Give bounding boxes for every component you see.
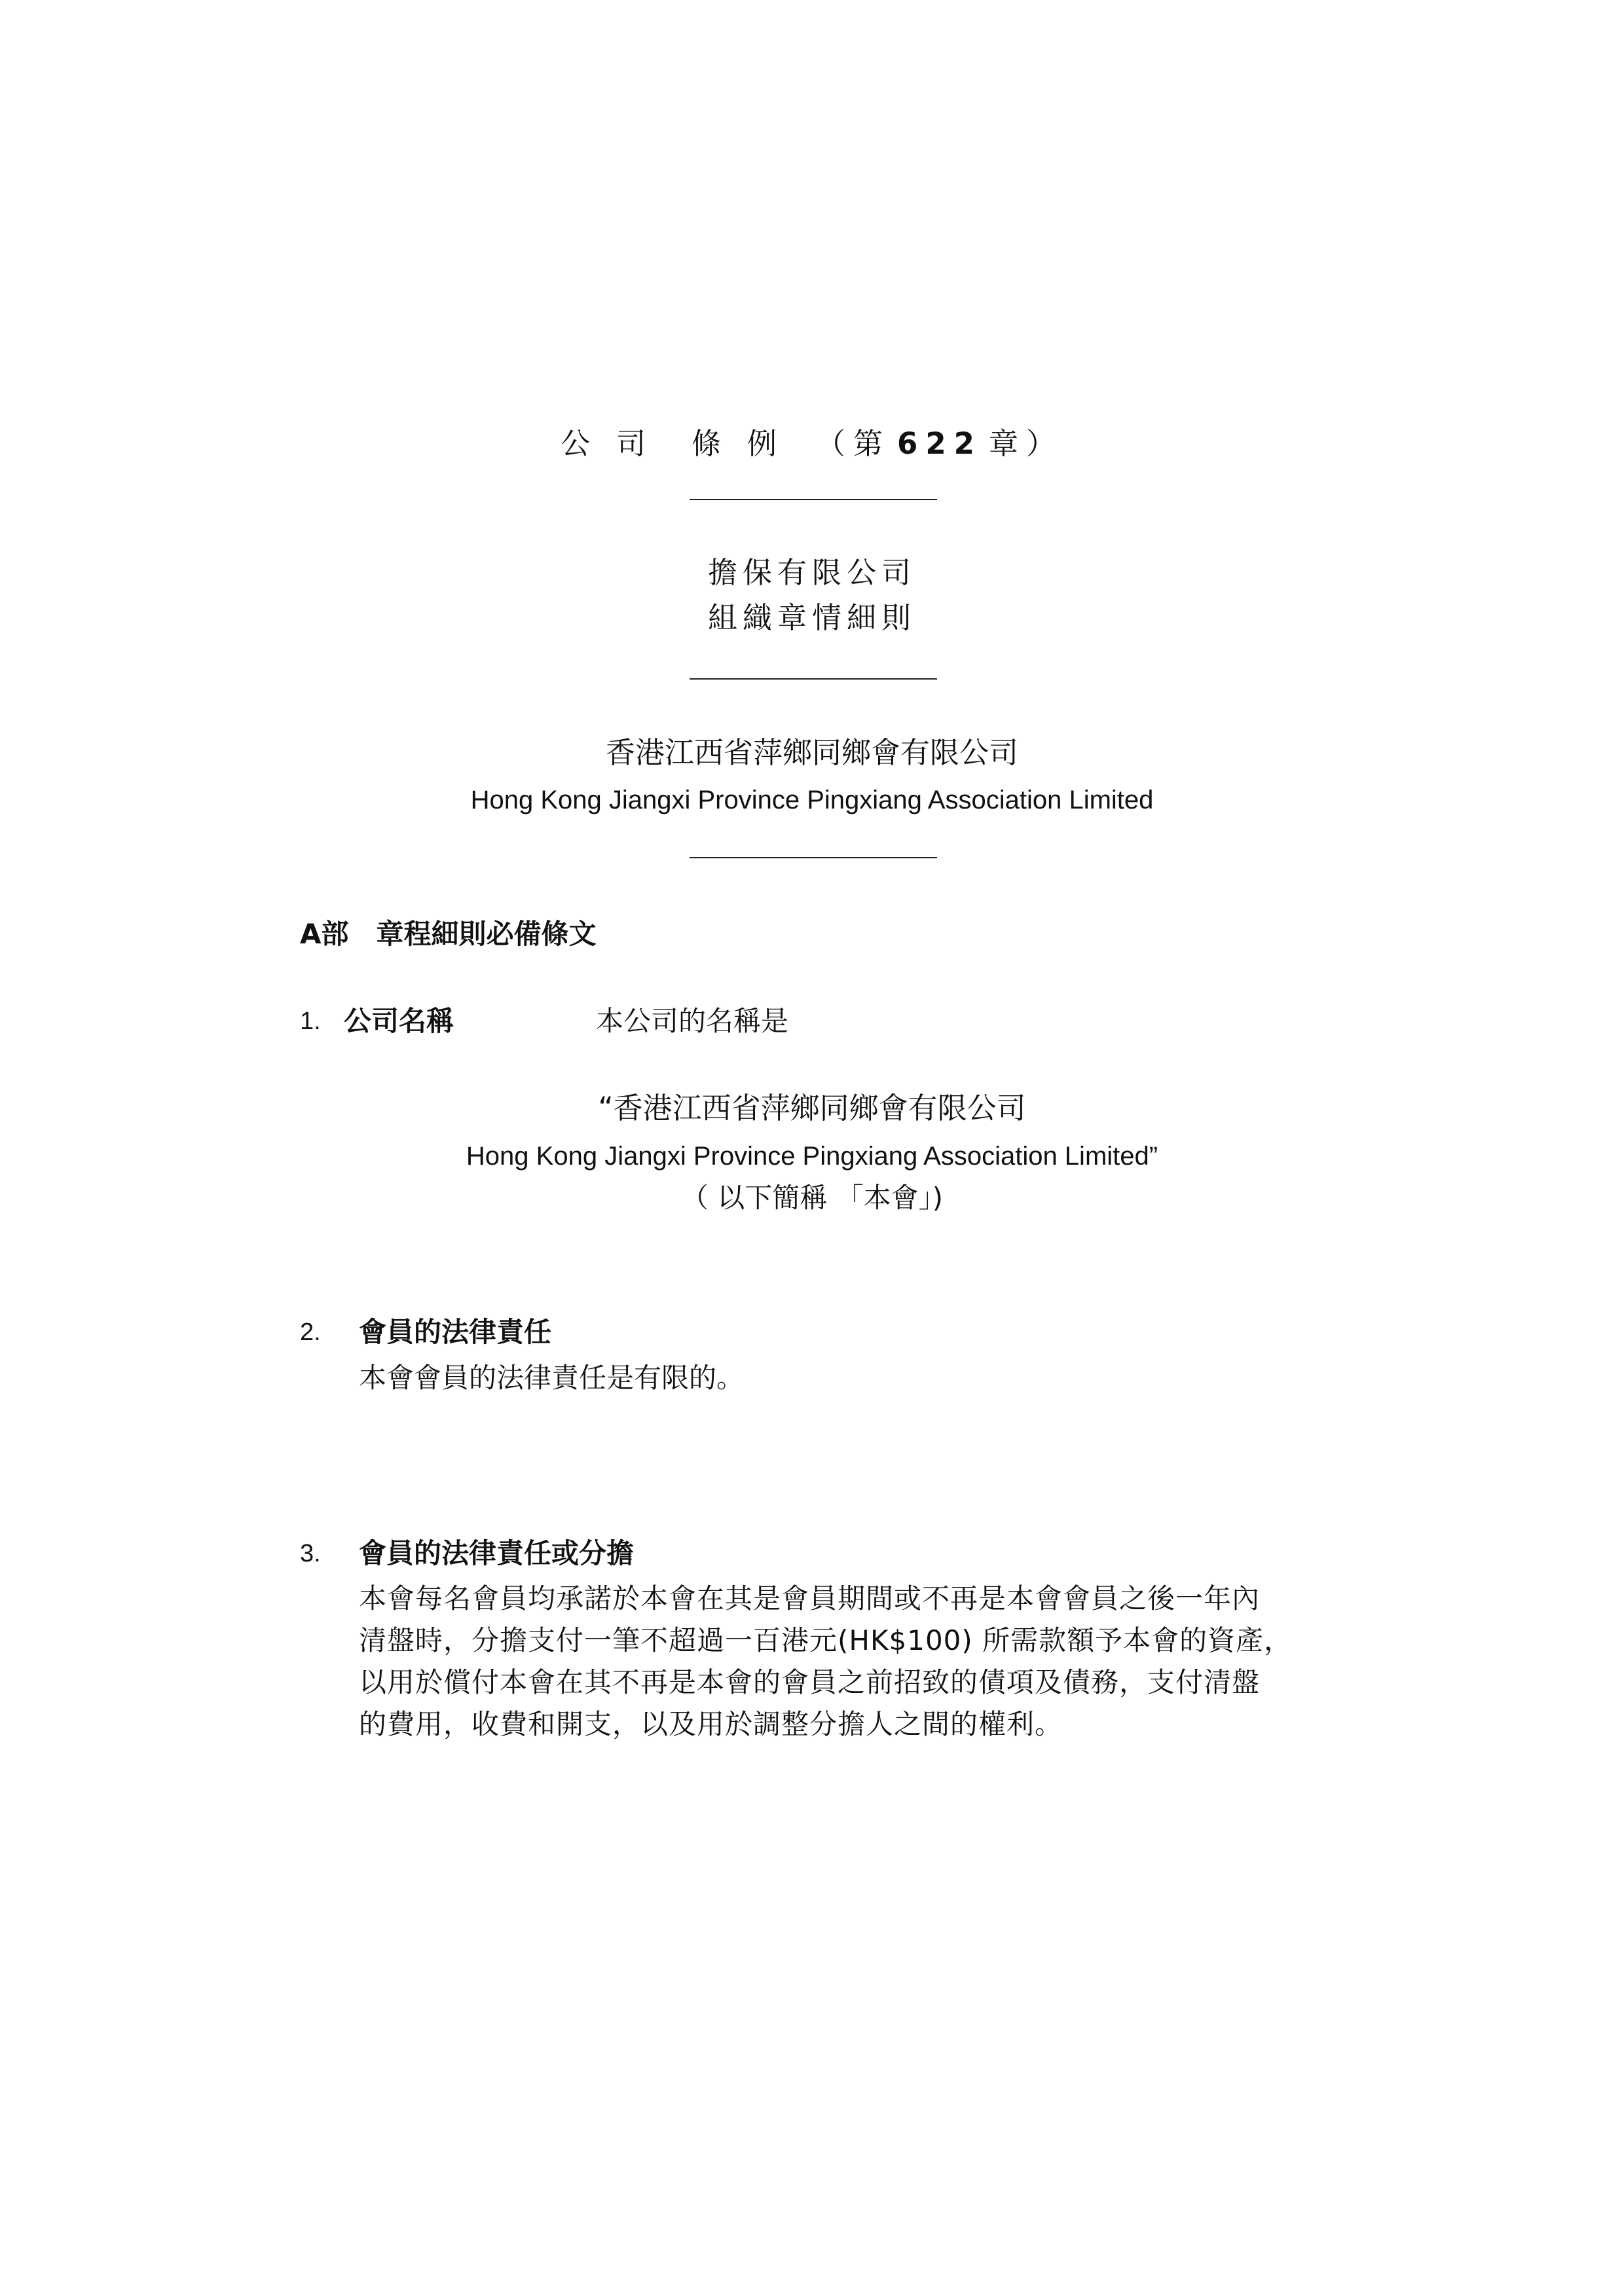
article-3-line-1: 本會每名會員均承諾於本會在其是會員期間或不再是本會會員之後一年內 [359,1582,1261,1614]
article-2-text: 本會會員的法律責任是有限的。 [359,1362,745,1394]
divider-2 [690,678,937,680]
ordinance-word-2: 條例 [692,426,803,461]
divider-3 [690,857,937,858]
divider-1 [690,499,937,500]
part-a-heading: A部 章程細則必備條文 [300,918,597,950]
company-name-chinese: 香港江西省萍鄉同鄉會有限公司 [605,735,1018,770]
article-3-heading: 會員的法律責任或分擔 [359,1537,635,1569]
article-1-intro: 本公司的名稱是 [596,1005,789,1037]
company-name-english: Hong Kong Jiangxi Province Pingxiang Association Limited [470,786,1154,814]
article-3-line-3: 以用於償付本會在其不再是本會的會員之前招致的債項及債務，支付清盤 [359,1666,1261,1698]
article-1-number: 1. [300,1008,321,1035]
company-type-line-2: 組織章情細則 [707,600,916,635]
chapter-number: 622 [897,426,982,461]
chapter-close: 章） [988,426,1063,461]
article-1-quoted-chinese: “香港江西省萍鄉同鄉會有限公司 [598,1091,1026,1125]
article-1-heading: 公司名稱 [344,1005,454,1037]
company-type-line-1: 擔保有限公司 [707,555,916,590]
ordinance-word-1: 公司 [561,426,673,461]
article-2-number: 2. [300,1319,321,1346]
chapter-open: （第 [816,426,891,461]
article-1-abbreviation: （ 以下簡稱 「本會」) [680,1182,944,1214]
ordinance-title [0,424,1624,464]
article-3-number: 3. [300,1540,321,1567]
article-3-line-4: 的費用，收費和開支，以及用於調整分擔人之間的權利。 [359,1708,1063,1740]
article-3-line-2: 清盤時，分擔支付一筆不超過一百港元(HK$100) 所需款額予本會的資產， [359,1624,1293,1656]
article-1-quoted-english: Hong Kong Jiangxi Province Pingxiang Association Limited” [466,1142,1158,1171]
article-2-heading: 會員的法律責任 [359,1316,552,1348]
